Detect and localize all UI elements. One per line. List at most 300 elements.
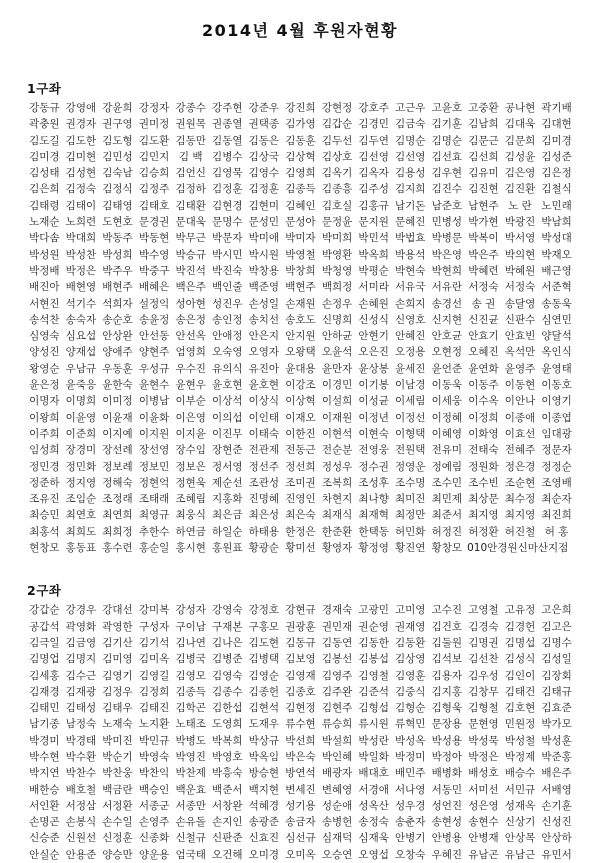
donor-name: 석기수 bbox=[65, 297, 97, 310]
donor-name: 이기봉 bbox=[358, 379, 389, 392]
donor-name: 박문자 bbox=[212, 232, 243, 245]
donor-name: 김지희 bbox=[395, 183, 426, 196]
table-row bbox=[0, 602, 600, 618]
donor-name: 박정은 bbox=[65, 264, 97, 277]
donor-name: 이정희 bbox=[468, 411, 499, 424]
donor-name: 박성희 bbox=[102, 248, 133, 261]
donor-name: 박선희 bbox=[285, 734, 316, 747]
donor-name: 변혜영 bbox=[321, 783, 353, 796]
donor-name: 김태영 bbox=[102, 199, 133, 212]
donor-name: 박법효 bbox=[395, 232, 426, 245]
donor-name: 김도길 bbox=[29, 134, 60, 147]
donor-name: 전영웅 bbox=[358, 444, 389, 457]
donor-name: 김호실 bbox=[321, 199, 353, 212]
table-row bbox=[0, 507, 600, 523]
donor-name: 배현영 bbox=[65, 281, 97, 294]
donor-name: 송현성 bbox=[431, 816, 463, 829]
donor-name: 최희도 bbox=[65, 525, 97, 538]
donor-name: 박가현 bbox=[468, 216, 499, 229]
donor-name: 신영호 bbox=[395, 313, 426, 326]
donor-name: 송동욱 bbox=[541, 297, 572, 310]
donor-name: 김종득 bbox=[175, 685, 206, 698]
donor-name: 신판수 bbox=[504, 313, 536, 326]
donor-name: 김문희 bbox=[504, 134, 536, 147]
donor-name: 이재오 bbox=[285, 411, 316, 424]
donor-name: 김세홍 bbox=[29, 669, 60, 682]
donor-name: 김형철 bbox=[468, 702, 499, 715]
donor-name: 김현경 bbox=[212, 199, 243, 212]
donor-name: 최지영 bbox=[504, 509, 536, 522]
donor-name: 임대광 bbox=[541, 427, 572, 440]
donor-name: 이종애 bbox=[504, 411, 536, 424]
donor-name: 김성태 bbox=[29, 167, 60, 180]
table-row bbox=[0, 230, 600, 246]
donor-name: 이동욱 bbox=[431, 379, 463, 392]
donor-name: 고영철 bbox=[468, 604, 499, 617]
donor-name: 백운효 bbox=[175, 783, 206, 796]
donor-name: 박진석 bbox=[175, 264, 206, 277]
donor-name: 변세진 bbox=[285, 783, 316, 796]
table-row bbox=[0, 279, 600, 295]
table-row bbox=[0, 733, 600, 749]
donor-name: 김한섭 bbox=[212, 702, 243, 715]
donor-name: 박찬익 bbox=[138, 767, 170, 780]
donor-name: 송병헌 bbox=[321, 816, 353, 829]
donor-name: 우동훈 bbox=[102, 362, 133, 375]
donor-name: 박상규 bbox=[248, 734, 280, 747]
donor-name: 이수옥 bbox=[468, 395, 499, 408]
donor-name: 조미권 bbox=[285, 476, 316, 489]
donor-name: 김도현 bbox=[248, 636, 280, 649]
table-row bbox=[0, 782, 600, 798]
donor-name: 백현주 bbox=[285, 281, 316, 294]
donor-name: 권광훈 bbox=[285, 620, 316, 633]
donor-name: 김영순 bbox=[248, 669, 280, 682]
donor-name: 박대희 bbox=[65, 232, 97, 245]
donor-name: 강호주 bbox=[358, 102, 389, 114]
table-row bbox=[0, 700, 600, 716]
table-row bbox=[0, 459, 600, 475]
donor-name: 김두연 bbox=[358, 134, 389, 147]
donor-name: 김남희 bbox=[468, 118, 499, 131]
donor-name: 오혜진 bbox=[468, 346, 499, 359]
donor-name: 김나은 bbox=[212, 636, 243, 649]
donor-name: 허정환 bbox=[468, 525, 499, 538]
donor-name: 우수진 bbox=[175, 362, 206, 375]
donor-name: 배호철 bbox=[65, 783, 97, 796]
donor-name: 양현주 bbox=[138, 346, 170, 359]
donor-name: 손혜원 bbox=[358, 297, 389, 310]
donor-name: 박정제 bbox=[504, 750, 536, 763]
donor-name: 서유란 bbox=[431, 281, 463, 294]
donor-name: 박창희 bbox=[285, 264, 316, 277]
donor-name: 박현희 bbox=[431, 264, 463, 277]
donor-name: 배은주 bbox=[541, 767, 572, 780]
donor-name: 성우경 bbox=[395, 799, 426, 812]
donor-name: 박영숙 bbox=[138, 750, 170, 763]
donor-name: 도재우 bbox=[248, 718, 280, 731]
donor-name: 박성용 bbox=[431, 734, 463, 747]
donor-name: 김동은 bbox=[248, 134, 280, 147]
donor-name: 양재섭 bbox=[65, 346, 97, 359]
donor-name: 박성찬 bbox=[65, 248, 97, 261]
donor-name: 박동현 bbox=[138, 232, 170, 245]
donor-name: 최나향 bbox=[358, 493, 389, 506]
donor-name: 김지홍 bbox=[431, 685, 463, 698]
donor-name: 송경선 bbox=[431, 297, 463, 310]
donor-name: 조순현 bbox=[504, 476, 536, 489]
donor-name: 김종호 bbox=[285, 685, 316, 698]
section-body bbox=[0, 602, 600, 863]
donor-name: 김영훈 bbox=[395, 669, 426, 682]
donor-name: 박미희 bbox=[321, 232, 353, 245]
donor-name: 김정훈 bbox=[212, 183, 243, 196]
donor-name: 박경태 bbox=[65, 734, 97, 747]
donor-name: 박정미 bbox=[395, 750, 426, 763]
table-row bbox=[0, 814, 600, 830]
donor-name: 김태규 bbox=[541, 685, 572, 698]
donor-name: 김영묵 bbox=[212, 167, 243, 180]
donor-name: 김경민 bbox=[358, 118, 389, 131]
donor-name: 이은영 bbox=[175, 411, 206, 424]
donor-name: 박병문 bbox=[431, 232, 463, 245]
table-row bbox=[0, 524, 600, 540]
donor-name: 최영규 bbox=[138, 509, 170, 522]
donor-name: 오영섭 bbox=[358, 848, 389, 861]
donor-name: 김정훈 bbox=[248, 183, 280, 196]
donor-name: 고미영 bbox=[395, 604, 426, 617]
donor-name: 안실순 bbox=[29, 848, 60, 861]
donor-name: 안호균 bbox=[431, 330, 463, 343]
donor-name: 송호도 bbox=[285, 313, 316, 326]
donor-name: 박설희 bbox=[321, 734, 353, 747]
donor-name: 김상국 bbox=[248, 150, 280, 163]
donor-name: 권재영 bbox=[395, 620, 426, 633]
donor-name: 김종헌 bbox=[248, 685, 280, 698]
donor-name: 박찬제 bbox=[175, 767, 206, 780]
donor-name: 곽기배 bbox=[541, 102, 572, 114]
donor-name: 정현억 bbox=[138, 476, 170, 489]
donor-name: 문경권 bbox=[138, 216, 170, 229]
donor-name: 조영배 bbox=[541, 476, 572, 489]
donor-name: 김성일 bbox=[541, 653, 572, 666]
donor-name: 김갑순 bbox=[321, 118, 353, 131]
donor-name: 이설희 bbox=[321, 395, 353, 408]
donor-name: 한준환 bbox=[321, 525, 353, 538]
donor-name: 허민화 bbox=[395, 525, 426, 538]
donor-name: 김태건 bbox=[504, 685, 536, 698]
donor-name: 오미옥 bbox=[285, 848, 316, 861]
donor-name: 고근우 bbox=[395, 102, 426, 114]
donor-name: 윤호현 bbox=[212, 379, 243, 392]
donor-name: 김명업 bbox=[29, 653, 60, 666]
donor-name: 진명혜 bbox=[248, 493, 280, 506]
donor-name: 김병국 bbox=[175, 653, 206, 666]
donor-name: 윤한숙 bbox=[102, 379, 133, 392]
donor-name: 배광자 bbox=[321, 767, 353, 780]
donor-name: 심재덕 bbox=[321, 832, 353, 845]
donor-name: 노태조 bbox=[175, 718, 206, 731]
donor-name: 신진균 bbox=[468, 313, 499, 326]
donor-name: 윤현수 bbox=[138, 379, 170, 392]
donor-name: 강갑순 bbox=[29, 604, 60, 617]
donor-name: 홍수련 bbox=[102, 542, 133, 555]
donor-name: 정해숙 bbox=[102, 476, 133, 489]
donor-name: 서미라 bbox=[358, 281, 389, 294]
donor-name: 김태민 bbox=[29, 702, 60, 715]
donor-name: 박승규 bbox=[175, 248, 206, 261]
donor-name: 곽충원 bbox=[29, 118, 60, 131]
donor-name: 김동훈 bbox=[285, 134, 316, 147]
donor-name: 박창용 bbox=[248, 264, 280, 277]
donor-name: 김태령 bbox=[29, 199, 60, 212]
donor-name: 강대선 bbox=[102, 604, 133, 617]
donor-name: 손수일 bbox=[102, 816, 133, 829]
donor-name: 고중환 bbox=[468, 102, 499, 114]
table-row bbox=[0, 830, 600, 846]
table-row bbox=[0, 635, 600, 651]
donor-name: 우남규 bbox=[65, 362, 97, 375]
donor-name: 안용준 bbox=[65, 848, 97, 861]
donor-name: 구성자 bbox=[138, 620, 170, 633]
donor-name: 박재오 bbox=[541, 248, 572, 261]
donor-name: 서경애 bbox=[358, 783, 389, 796]
table-row bbox=[0, 491, 600, 507]
donor-name: 강준우 bbox=[248, 102, 280, 114]
donor-name: 김용성 bbox=[395, 167, 426, 180]
donor-name: 조임순 bbox=[65, 493, 97, 506]
donor-name: 유남근 bbox=[504, 848, 536, 861]
donor-name: 박성철 bbox=[504, 734, 536, 747]
donor-name: 김상호 bbox=[321, 150, 353, 163]
donor-name: 정보은 bbox=[175, 460, 206, 473]
donor-name: 정서영 bbox=[212, 460, 243, 473]
donor-name: 민원정 bbox=[504, 718, 536, 731]
donor-name: 김영기 bbox=[102, 669, 133, 682]
donor-name: 안병용 bbox=[431, 832, 463, 845]
donor-name: 이강조 bbox=[285, 379, 316, 392]
donor-name: 박성란 bbox=[358, 734, 389, 747]
donor-name: 문성민 bbox=[248, 216, 280, 229]
donor-name: 박시민 bbox=[212, 248, 243, 261]
donor-name: 이혜영 bbox=[431, 427, 463, 440]
section-header: 2구좌 bbox=[27, 583, 62, 599]
donor-name: 황미선 bbox=[285, 542, 316, 555]
donor-name: 옥인식 bbox=[541, 346, 572, 359]
donor-name: 이윤재 bbox=[102, 411, 133, 424]
donor-name: 한택동 bbox=[358, 525, 389, 538]
donor-name: 송정숙 bbox=[358, 816, 389, 829]
donor-name: 남정숙 bbox=[65, 718, 97, 731]
donor-name: 김명권 bbox=[468, 636, 499, 649]
donor-name: 석희자 bbox=[102, 297, 133, 310]
donor-name: 구홍모 bbox=[248, 620, 280, 633]
donor-name: 김현정 bbox=[285, 702, 316, 715]
donor-name: 최지영 bbox=[468, 509, 499, 522]
donor-name: 박현숙 bbox=[395, 264, 426, 277]
donor-name: 최민제 bbox=[431, 493, 463, 506]
donor-name: 김명섭 bbox=[504, 636, 536, 649]
donor-name: 박흥숙 bbox=[212, 767, 243, 780]
donor-name: 김중식 bbox=[395, 685, 426, 698]
donor-name: 송순호 bbox=[102, 313, 133, 326]
donor-name: 김성윤 bbox=[504, 150, 536, 163]
donor-name: 강정자 bbox=[138, 102, 170, 114]
donor-name: 손명곤 bbox=[29, 816, 60, 829]
donor-name: 이현숙 bbox=[358, 427, 389, 440]
donor-name: 도영희 bbox=[212, 718, 243, 731]
donor-name: 김태진 bbox=[138, 702, 170, 715]
donor-name: 조태래 bbox=[138, 493, 170, 506]
donor-name: 김현주 bbox=[321, 702, 353, 715]
donor-name: 송현수 bbox=[468, 816, 499, 829]
donor-name: 정영운 bbox=[395, 460, 426, 473]
donor-name: 이병남 bbox=[138, 395, 170, 408]
table-row bbox=[0, 651, 600, 667]
donor-name: 신정훈 bbox=[102, 832, 133, 845]
donor-name: 허정진 bbox=[431, 525, 463, 538]
donor-name: 심요섭 bbox=[65, 330, 97, 343]
donor-name: 정보례 bbox=[102, 460, 133, 473]
donor-name: 배진아 bbox=[29, 281, 60, 294]
donor-name: 김고은 bbox=[541, 620, 572, 633]
donor-name: 강영애 bbox=[65, 102, 97, 114]
donor-name: 정현욱 bbox=[175, 476, 206, 489]
donor-name: 김영철 bbox=[358, 669, 389, 682]
donor-name: 박성묵 bbox=[468, 734, 499, 747]
donor-name: 경재숙 bbox=[321, 604, 353, 617]
donor-name: 이지윤 bbox=[175, 427, 206, 440]
donor-name: 이부순 bbox=[175, 395, 206, 408]
donor-name: 박수현 bbox=[29, 750, 60, 763]
donor-name: 최미진 bbox=[395, 493, 426, 506]
table-row bbox=[0, 263, 600, 279]
donor-name: 이윤영 bbox=[65, 411, 97, 424]
donor-name: 손봉식 bbox=[65, 816, 97, 829]
donor-name: 서준혁 bbox=[541, 281, 572, 294]
donor-name: 김미현 bbox=[65, 150, 97, 163]
donor-name: 오미경 bbox=[248, 848, 280, 861]
donor-name: 정문자 bbox=[541, 444, 572, 457]
table-row bbox=[0, 133, 600, 149]
donor-name: 김상혁 bbox=[285, 150, 316, 163]
donor-name: 임성희 bbox=[29, 444, 60, 457]
donor-name: 권택종 bbox=[248, 118, 280, 131]
donor-name: 윤죽응 bbox=[65, 379, 97, 392]
donor-name: 전관제 bbox=[248, 444, 280, 457]
donor-name: 심재욱 bbox=[358, 832, 389, 845]
donor-name: 오윤석 bbox=[321, 346, 353, 359]
donor-name: 이남경 bbox=[395, 379, 426, 392]
donor-name: 김인이 bbox=[504, 669, 536, 682]
donor-name: 오정용 bbox=[395, 346, 426, 359]
donor-name: 권순영 bbox=[358, 620, 389, 633]
donor-name: 신상기 bbox=[504, 816, 536, 829]
donor-name: 박수영 bbox=[138, 248, 170, 261]
donor-name: 강윤희 bbox=[102, 102, 133, 114]
donor-name: 송은정 bbox=[175, 313, 206, 326]
donor-name: 문지원 bbox=[358, 216, 389, 229]
donor-name: 박주우 bbox=[102, 264, 133, 277]
donor-name: 손희지 bbox=[395, 297, 426, 310]
donor-name: 송금자 bbox=[285, 816, 316, 829]
donor-name: 강성자 bbox=[175, 604, 206, 617]
donor-name: 이경민 bbox=[321, 379, 353, 392]
donor-name: 윤영주 bbox=[504, 362, 536, 375]
donor-name: 김용자 bbox=[431, 669, 463, 682]
donor-name: 박미진 bbox=[102, 734, 133, 747]
donor-name: 김건호 bbox=[431, 620, 463, 633]
donor-name: 남현주 bbox=[468, 199, 499, 212]
donor-name: 배한승 bbox=[29, 783, 60, 796]
donor-name: 김정희 bbox=[138, 685, 170, 698]
donor-name: 김형순 bbox=[395, 702, 426, 715]
donor-name: 장수임 bbox=[175, 444, 206, 457]
donor-name: 박인혜 bbox=[321, 750, 353, 763]
donor-name: 안현기 bbox=[358, 330, 389, 343]
donor-name: 이안나 bbox=[504, 395, 536, 408]
donor-name: 김기산 bbox=[102, 636, 133, 649]
donor-name: 김종수 bbox=[212, 685, 243, 698]
donor-name: 석혜경 bbox=[248, 799, 280, 812]
donor-name: 류시원 bbox=[358, 718, 389, 731]
donor-name: 이인태 bbox=[248, 411, 280, 424]
donor-name: 이지원 bbox=[138, 427, 170, 440]
donor-name: 하일순 bbox=[212, 525, 243, 538]
donor-name: 송춘자 bbox=[395, 816, 426, 829]
donor-name: 양운용 bbox=[138, 848, 170, 861]
donor-name: 이재원 bbox=[321, 411, 353, 424]
donor-name: 김선영 bbox=[395, 150, 426, 163]
donor-name: 강진희 bbox=[285, 102, 316, 114]
donor-name: 강정호 bbox=[248, 604, 280, 617]
donor-name: 이명희 bbox=[65, 395, 97, 408]
donor-name: 김선희 bbox=[468, 150, 499, 163]
donor-name: 성언진 bbox=[431, 799, 463, 812]
donor-name: 김문근 bbox=[468, 134, 499, 147]
donor-name: 성재옥 bbox=[504, 799, 536, 812]
donor-name: 정수권 bbox=[358, 460, 389, 473]
donor-name: 백은주 bbox=[175, 281, 206, 294]
donor-name: 오승연 bbox=[321, 848, 353, 861]
donor-name: 현창모 bbox=[29, 542, 60, 555]
donor-name: 김도한 bbox=[65, 134, 97, 147]
donor-name: 문정윤 bbox=[321, 216, 353, 229]
table-row bbox=[0, 684, 600, 700]
donor-name: 고유정 bbox=[504, 604, 536, 617]
donor-name: 신종화 bbox=[138, 832, 170, 845]
donor-name: 심영숙 bbox=[29, 330, 60, 343]
donor-name: 오창숙 bbox=[395, 848, 426, 861]
donor-name: 안상하 bbox=[541, 832, 572, 845]
donor-name: 박정은 bbox=[468, 750, 499, 763]
donor-name: 이지예 bbox=[102, 427, 133, 440]
donor-name: 손지인 bbox=[212, 816, 243, 829]
table-row bbox=[0, 377, 600, 393]
donor-name: 송달영 bbox=[504, 297, 536, 310]
table-row bbox=[0, 100, 600, 116]
donor-name: 김대현 bbox=[541, 118, 572, 131]
donor-name: 서인환 bbox=[29, 799, 60, 812]
donor-name: 박복희 bbox=[212, 734, 243, 747]
donor-name: 김도환 bbox=[138, 134, 170, 147]
donor-name: 박무근 bbox=[175, 232, 206, 245]
donor-name: 김장회 bbox=[541, 669, 572, 682]
donor-name: 안병기 bbox=[395, 832, 426, 845]
donor-name: 김준석 bbox=[358, 685, 389, 698]
donor-name: 최정만 bbox=[395, 509, 426, 522]
donor-name: 정선주 bbox=[248, 460, 280, 473]
